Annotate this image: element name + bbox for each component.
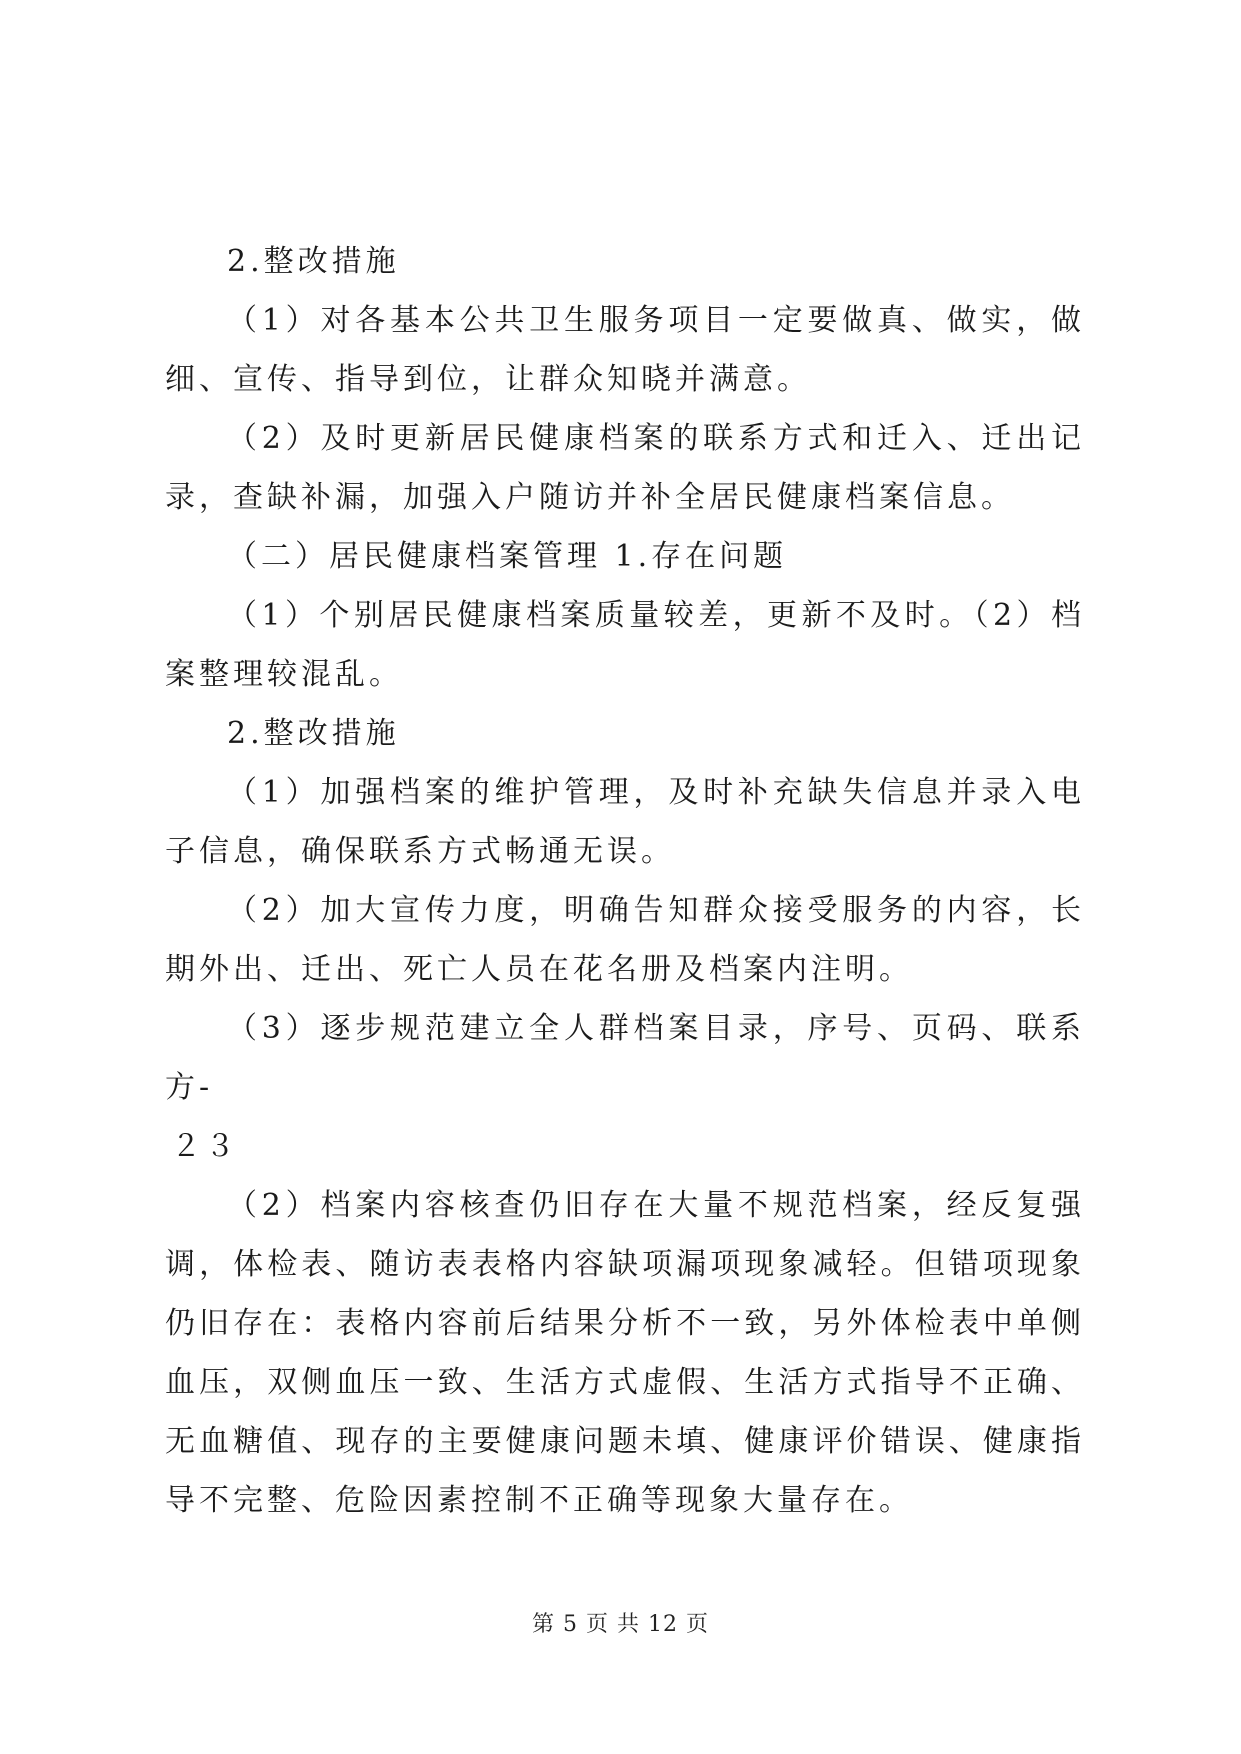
page-break-marker: ２３ (171, 1129, 239, 1164)
paragraph-measure-2-3: （3）逐步规范建立全人群档案目录，序号、页码、联系方- (165, 1011, 1085, 1105)
paragraph-measure-2-1: （1）加强档案的维护管理，及时补充缺失信息并录入电子信息，确保联系方式畅通无误。 (165, 775, 1085, 869)
section-heading-archive-management: （二）居民健康档案管理 1.存在问题 (227, 539, 788, 574)
document-body (165, 232, 1085, 1530)
paragraph-measure-1-2: （2）及时更新居民健康档案的联系方式和迁入、迁出记录，查缺补漏，加强入户随访并补全居民健康档案信息。 (165, 421, 1085, 515)
section-heading-measures-2: 2.整改措施 (227, 716, 400, 751)
paragraph-measure-1-1: （1）对各基本公共卫生服务项目一定要做真、做实，做细、宣传、指导到位，让群众知晓并满意。 (165, 303, 1085, 397)
paragraph-problems: （1）个别居民健康档案质量较差，更新不及时。（2）档案整理较混乱。 (165, 598, 1085, 692)
paragraph-measure-2-2: （2）加大宣传力度，明确告知群众接受服务的内容，长期外出、迁出、死亡人员在花名册及档案内注明。 (165, 893, 1085, 987)
page-number: 第 5 页 共 12 页 (532, 1612, 709, 1637)
paragraph-archive-review: （2）档案内容核查仍旧存在大量不规范档案，经反复强调，体检表、随访表表格内容缺项漏项现象减轻。但错项现象仍旧存在：表格内容前后结果分析不一致，另外体检表中单侧血压，双侧血压一致、生活方式虚假、生活方式指导不正确、无血糖值、现存的主要健康问题未填、健康评价错误、健康指导不完整、危险因素控制不正确等现象大量存在。 (165, 1188, 1085, 1518)
section-heading-measures-1: 2.整改措施 (227, 244, 400, 279)
